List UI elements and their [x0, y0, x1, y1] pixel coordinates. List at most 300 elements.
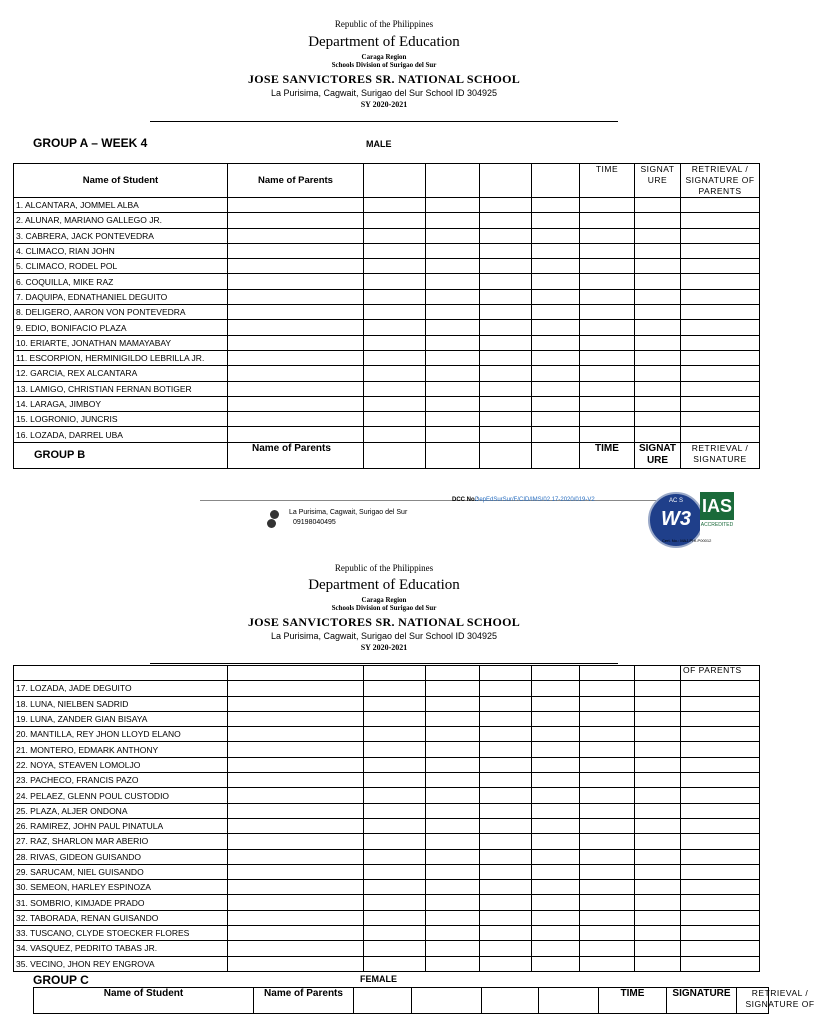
blank-cell: [580, 956, 635, 971]
group-a-sex: MALE: [366, 139, 392, 149]
school-name: JOSE SANVICTORES SR. NATIONAL SCHOOL: [247, 72, 521, 86]
blank-cell: [426, 788, 480, 803]
blank-cell: [532, 350, 580, 365]
blank-cell: [364, 773, 426, 788]
blank-cell: [364, 788, 426, 803]
blank-cell: [580, 427, 635, 442]
blank-cell: [480, 228, 532, 243]
blank-cell: [532, 381, 580, 396]
table-header-row: [14, 164, 760, 198]
blank-cell: [681, 849, 760, 864]
blank-cell: [532, 228, 580, 243]
blank-cell: [480, 412, 532, 427]
blank-cell: [228, 228, 364, 243]
blank-cell: [426, 243, 480, 258]
blank-cell: [532, 198, 580, 213]
blank-cell: [426, 213, 480, 228]
blank-cell: [635, 910, 681, 925]
blank-cell: [426, 259, 480, 274]
blank-cell: [635, 803, 681, 818]
blank-cell: [228, 849, 364, 864]
blank-cell: [580, 305, 635, 320]
blank-cell: [364, 335, 426, 350]
blank-cell: [635, 213, 681, 228]
blank-cell: [532, 427, 580, 442]
w3-logo-text: W3: [661, 508, 691, 530]
blank-cell: [228, 926, 364, 941]
table-row: [14, 381, 760, 396]
blank-cell: [480, 305, 532, 320]
continued-header-row: [14, 666, 760, 681]
region-text-p2: Caraga Region: [361, 596, 407, 604]
blank-cell: [532, 289, 580, 304]
blank-cell: [364, 834, 426, 849]
blank-cell: [532, 788, 580, 803]
blank-cell: [228, 727, 364, 742]
group-c-retrieval-text: RETRIEVAL / SIGNATURE OF: [745, 988, 815, 1009]
group-b-row: [14, 442, 760, 468]
blank-cell: [681, 427, 760, 442]
blank-cell: [228, 895, 364, 910]
blank-cell: [228, 350, 364, 365]
student-name-cell: 3. CABRERA, JACK PONTEVEDRA: [14, 228, 228, 243]
blank-cell: [681, 926, 760, 941]
attendance-table-page2: [13, 665, 760, 972]
blank-cell: [532, 956, 580, 971]
blank-cell: [532, 757, 580, 772]
table-row: [14, 228, 760, 243]
blank-cell: [635, 926, 681, 941]
blank-cell: [532, 727, 580, 742]
blank-cell: [480, 926, 532, 941]
blank-cell: [635, 320, 681, 335]
blank-cell: [532, 243, 580, 258]
blank-cell: [532, 864, 580, 879]
blank-cell: [426, 849, 480, 864]
blank-cell: [228, 742, 364, 757]
blank-cell: [364, 849, 426, 864]
blank-cell: [364, 711, 426, 726]
blank-cell: [532, 910, 580, 925]
blank-cell: [635, 773, 681, 788]
blank-cell: [426, 366, 480, 381]
table-row: [14, 305, 760, 320]
blank-cell: [426, 696, 480, 711]
blank-cell: [426, 381, 480, 396]
student-name-cell: 30. SEMEON, HARLEY ESPINOZA: [14, 880, 228, 895]
blank-cell: [532, 320, 580, 335]
blank-cell: [681, 956, 760, 971]
ias-logo: [700, 492, 734, 538]
school-year-p2: SY 2020-2021: [360, 643, 408, 652]
blank-cell: [681, 681, 760, 696]
blank-cell: [635, 742, 681, 757]
blank-cell: [480, 442, 532, 468]
blank-cell: [364, 427, 426, 442]
blank-cell: [635, 941, 681, 956]
blank-header: [480, 164, 532, 198]
blank-cell: [364, 396, 426, 411]
blank-cell: [480, 198, 532, 213]
student-name-cell: 11. ESCORPION, HERMINIGILDO LEBRILLA JR.: [14, 350, 228, 365]
blank-cell: [681, 711, 760, 726]
blank-cell: [364, 803, 426, 818]
group-b-time-header: TIME: [580, 442, 635, 468]
blank-cell: [228, 666, 364, 681]
blank-cell: [426, 910, 480, 925]
blank-cell: [580, 910, 635, 925]
student-name-cell: 17. LOZADA, JADE DEGUITO: [14, 681, 228, 696]
table-row: [14, 941, 760, 956]
blank-cell: [480, 427, 532, 442]
blank-cell: [635, 666, 681, 681]
group-c-header-row: [34, 988, 769, 1014]
blank-cell: [426, 742, 480, 757]
blank-cell: [635, 834, 681, 849]
col-parents-header: Name of Parents: [228, 164, 364, 198]
blank-cell: [228, 396, 364, 411]
blank-cell: [681, 727, 760, 742]
blank-cell: [681, 818, 760, 833]
blank-cell: [364, 895, 426, 910]
table-row: [14, 895, 760, 910]
blank-cell: [580, 396, 635, 411]
student-name-cell: 18. LUNA, NIELBEN SADRID: [14, 696, 228, 711]
student-name-cell: 10. ERIARTE, JONATHAN MAMAYABAY: [14, 335, 228, 350]
blank-cell: [681, 412, 760, 427]
blank-cell: [426, 956, 480, 971]
blank-cell: [580, 320, 635, 335]
blank-cell: [532, 742, 580, 757]
blank-cell: [364, 213, 426, 228]
blank-cell: [228, 366, 364, 381]
blank-cell: [635, 864, 681, 879]
blank-cell: [580, 895, 635, 910]
blank-cell: [480, 396, 532, 411]
phone-icon: [267, 519, 276, 528]
group-a-title: GROUP A – WEEK 4: [33, 136, 148, 150]
blank-cell: [532, 803, 580, 818]
blank-cell: [426, 727, 480, 742]
blank-cell: [228, 243, 364, 258]
blank-cell: [412, 988, 482, 1014]
student-name-cell: 4. CLIMACO, RIAN JOHN: [14, 243, 228, 258]
blank-cell: [580, 259, 635, 274]
student-name-cell: 32. TABORADA, RENAN GUISANDO: [14, 910, 228, 925]
blank-cell: [426, 412, 480, 427]
blank-cell: [480, 773, 532, 788]
blank-cell: [532, 259, 580, 274]
table-row: [14, 727, 760, 742]
blank-cell: [228, 696, 364, 711]
blank-cell: [580, 289, 635, 304]
student-name-cell: 31. SOMBRIO, KIMJADE PRADO: [14, 895, 228, 910]
table-row: [14, 757, 760, 772]
blank-cell: [228, 681, 364, 696]
blank-cell: [364, 243, 426, 258]
blank-cell: [580, 213, 635, 228]
group-c-signature-header: SIGNATURE: [667, 988, 737, 1014]
header-rule-p2: [150, 663, 618, 664]
blank-cell: [681, 198, 760, 213]
blank-cell: [681, 895, 760, 910]
blank-cell: [681, 864, 760, 879]
student-name-cell: 8. DELIGERO, AARON VON PONTEVEDRA: [14, 305, 228, 320]
blank-cell: [580, 818, 635, 833]
blank-cell: [228, 213, 364, 228]
blank-cell: [480, 259, 532, 274]
blank-cell: [228, 305, 364, 320]
blank-cell: [532, 696, 580, 711]
blank-cell: [426, 803, 480, 818]
blank-cell: [426, 396, 480, 411]
blank-cell: [580, 381, 635, 396]
blank-cell: [635, 427, 681, 442]
blank-cell: [635, 335, 681, 350]
blank-cell: [635, 198, 681, 213]
table-row: [14, 864, 760, 879]
table-row: [14, 818, 760, 833]
dcc-code: DepEdSurSur/F/CID/IMS/02 17-2020/019-V2: [475, 497, 595, 503]
blank-cell: [426, 228, 480, 243]
footer-address: La Purisima, Cagwait, Surigao del Sur: [289, 509, 408, 516]
blank-cell: [426, 274, 480, 289]
blank-cell: [228, 880, 364, 895]
group-c-parents-header: Name of Parents: [254, 988, 354, 1014]
student-name-cell: 25. PLAZA, ALJER ONDONA: [14, 803, 228, 818]
blank-cell: [681, 350, 760, 365]
blank-cell: [364, 305, 426, 320]
blank-cell: [364, 442, 426, 468]
blank-cell: [480, 711, 532, 726]
blank-cell: [580, 864, 635, 879]
table-row: [14, 742, 760, 757]
blank-cell: [364, 320, 426, 335]
blank-cell: [635, 412, 681, 427]
group-c-sex: FEMALE: [360, 974, 397, 984]
blank-cell: [635, 788, 681, 803]
blank-cell: [580, 696, 635, 711]
blank-cell: [681, 742, 760, 757]
blank-cell: [364, 880, 426, 895]
blank-cell: [580, 350, 635, 365]
blank-cell: [426, 757, 480, 772]
blank-cell: [580, 926, 635, 941]
blank-cell: [635, 274, 681, 289]
blank-cell: [635, 381, 681, 396]
blank-cell: [364, 350, 426, 365]
student-name-cell: 21. MONTERO, EDMARK ANTHONY: [14, 742, 228, 757]
blank-cell: [480, 834, 532, 849]
header-rule: [150, 121, 618, 122]
blank-cell: [480, 742, 532, 757]
blank-cell: [635, 956, 681, 971]
blank-cell: [681, 366, 760, 381]
group-b-signature-header: SIGNAT URE: [635, 442, 681, 468]
department-title-p2: Department of Education: [308, 577, 460, 593]
table-row: [14, 274, 760, 289]
blank-cell: [681, 335, 760, 350]
blank-cell: [580, 788, 635, 803]
blank-cell: [532, 941, 580, 956]
blank-cell: [480, 864, 532, 879]
blank-cell: [426, 681, 480, 696]
table-row: [14, 956, 760, 971]
blank-cell: [580, 243, 635, 258]
group-b-title: GROUP B: [14, 442, 228, 468]
blank-cell: [480, 727, 532, 742]
blank-cell: [426, 818, 480, 833]
table-row: [14, 350, 760, 365]
group-b-parents-header: Name of Parents: [228, 442, 364, 468]
blank-cell: [580, 880, 635, 895]
blank-header: [532, 164, 580, 198]
blank-cell: [681, 880, 760, 895]
blank-header: [426, 164, 480, 198]
blank-cell: [532, 849, 580, 864]
student-name-cell: 6. COQUILLA, MIKE RAZ: [14, 274, 228, 289]
blank-cell: [681, 396, 760, 411]
blank-cell: [364, 366, 426, 381]
school-name-p2: JOSE SANVICTORES SR. NATIONAL SCHOOL: [247, 615, 521, 629]
blank-cell: [580, 773, 635, 788]
blank-cell: [580, 941, 635, 956]
blank-cell: [580, 757, 635, 772]
blank-cell: [635, 396, 681, 411]
blank-cell: [681, 259, 760, 274]
location-icon: [270, 510, 279, 519]
student-name-cell: 16. LOZADA, DARREL UBA: [14, 427, 228, 442]
student-name-cell: 26. RAMIREZ, JOHN PAUL PINATULA: [14, 818, 228, 833]
blank-cell: [426, 926, 480, 941]
table-row: [14, 198, 760, 213]
blank-cell: [580, 727, 635, 742]
blank-cell: [364, 696, 426, 711]
blank-cell: [364, 926, 426, 941]
blank-cell: [426, 834, 480, 849]
blank-cell: [635, 818, 681, 833]
blank-cell: [480, 213, 532, 228]
student-name-cell: 35. VECINO, JHON REY ENGROVA: [14, 956, 228, 971]
blank-cell: [228, 711, 364, 726]
student-name-cell: 13. LAMIGO, CHRISTIAN FERNAN BOTIGER: [14, 381, 228, 396]
group-c-time-header: TIME: [599, 988, 667, 1014]
student-name-cell: 9. EDIO, BONIFACIO PLAZA: [14, 320, 228, 335]
blank-cell: [681, 773, 760, 788]
blank-cell: [228, 412, 364, 427]
blank-cell: [426, 350, 480, 365]
blank-cell: [480, 849, 532, 864]
blank-cell: [480, 895, 532, 910]
student-name-cell: 22. NOYA, STEAVEN LOMOLJO: [14, 757, 228, 772]
blank-cell: [532, 412, 580, 427]
blank-cell: [426, 198, 480, 213]
blank-cell: [364, 956, 426, 971]
ac-logo-text: AC S: [668, 498, 683, 504]
table-row: [14, 711, 760, 726]
blank-cell: [364, 818, 426, 833]
blank-cell: [635, 366, 681, 381]
blank-cell: [681, 696, 760, 711]
blank-cell: [681, 213, 760, 228]
student-name-cell: 33. TUSCANO, CLYDE STOECKER FLORES: [14, 926, 228, 941]
blank-cell: [364, 727, 426, 742]
blank-cell: [480, 335, 532, 350]
blank-cell: [635, 228, 681, 243]
blank-cell: [681, 274, 760, 289]
blank-cell: [532, 880, 580, 895]
col-time-header: TIME: [580, 164, 635, 198]
blank-cell: [228, 788, 364, 803]
table-row: [14, 696, 760, 711]
student-name-cell: 29. SARUCAM, NIEL GUISANDO: [14, 864, 228, 879]
blank-cell: [480, 696, 532, 711]
blank-cell: [532, 681, 580, 696]
blank-cell: [580, 335, 635, 350]
blank-cell: [228, 381, 364, 396]
student-name-cell: 27. RAZ, SHARLON MAR ABERIO: [14, 834, 228, 849]
blank-header: [364, 164, 426, 198]
blank-cell: [532, 773, 580, 788]
blank-cell: [532, 895, 580, 910]
blank-cell: [480, 681, 532, 696]
table-row: [14, 289, 760, 304]
blank-cell: [635, 259, 681, 274]
blank-cell: [228, 818, 364, 833]
blank-cell: [681, 381, 760, 396]
student-name-cell: 7. DAQUIPA, EDNATHANIEL DEGUITO: [14, 289, 228, 304]
student-name-cell: 5. CLIMACO, RODEL POL: [14, 259, 228, 274]
blank-cell: [228, 803, 364, 818]
blank-cell: [681, 289, 760, 304]
blank-cell: [635, 880, 681, 895]
table-row: [14, 366, 760, 381]
blank-cell: [364, 259, 426, 274]
blank-cell: [635, 757, 681, 772]
school-address-p2: La Purisima, Cagwait, Surigao del Sur School ID 304925: [270, 631, 498, 641]
table-row: [14, 803, 760, 818]
blank-cell: [681, 305, 760, 320]
blank-cell: [480, 289, 532, 304]
col-retrieval-header: RETRIEVAL / SIGNATURE OF PARENTS: [681, 164, 760, 198]
blank-cell: [364, 228, 426, 243]
blank-cell: [580, 803, 635, 818]
blank-cell: [426, 864, 480, 879]
blank-cell: [228, 198, 364, 213]
blank-cell: [480, 274, 532, 289]
attendance-table-page1: [13, 163, 760, 469]
blank-cell: [635, 711, 681, 726]
blank-cell: [532, 213, 580, 228]
student-name-cell: 15. LOGRONIO, JUNCRIS: [14, 412, 228, 427]
footer-phone: 09198040495: [293, 519, 336, 526]
blank-cell: [426, 773, 480, 788]
blank-cell: [354, 988, 412, 1014]
blank-cell: [426, 335, 480, 350]
blank-cell: [532, 666, 580, 681]
table-row: [14, 910, 760, 925]
blank-cell: [426, 666, 480, 681]
blank-cell: [364, 681, 426, 696]
division-text: Schools Division of Surigao del Sur: [331, 61, 437, 69]
blank-cell: [480, 818, 532, 833]
blank-cell: [681, 803, 760, 818]
blank-cell: [532, 818, 580, 833]
blank-cell: [480, 666, 532, 681]
blank-cell: [480, 956, 532, 971]
table-row: [14, 788, 760, 803]
student-name-cell: 20. MANTILLA, REY JHON LLOYD ELANO: [14, 727, 228, 742]
